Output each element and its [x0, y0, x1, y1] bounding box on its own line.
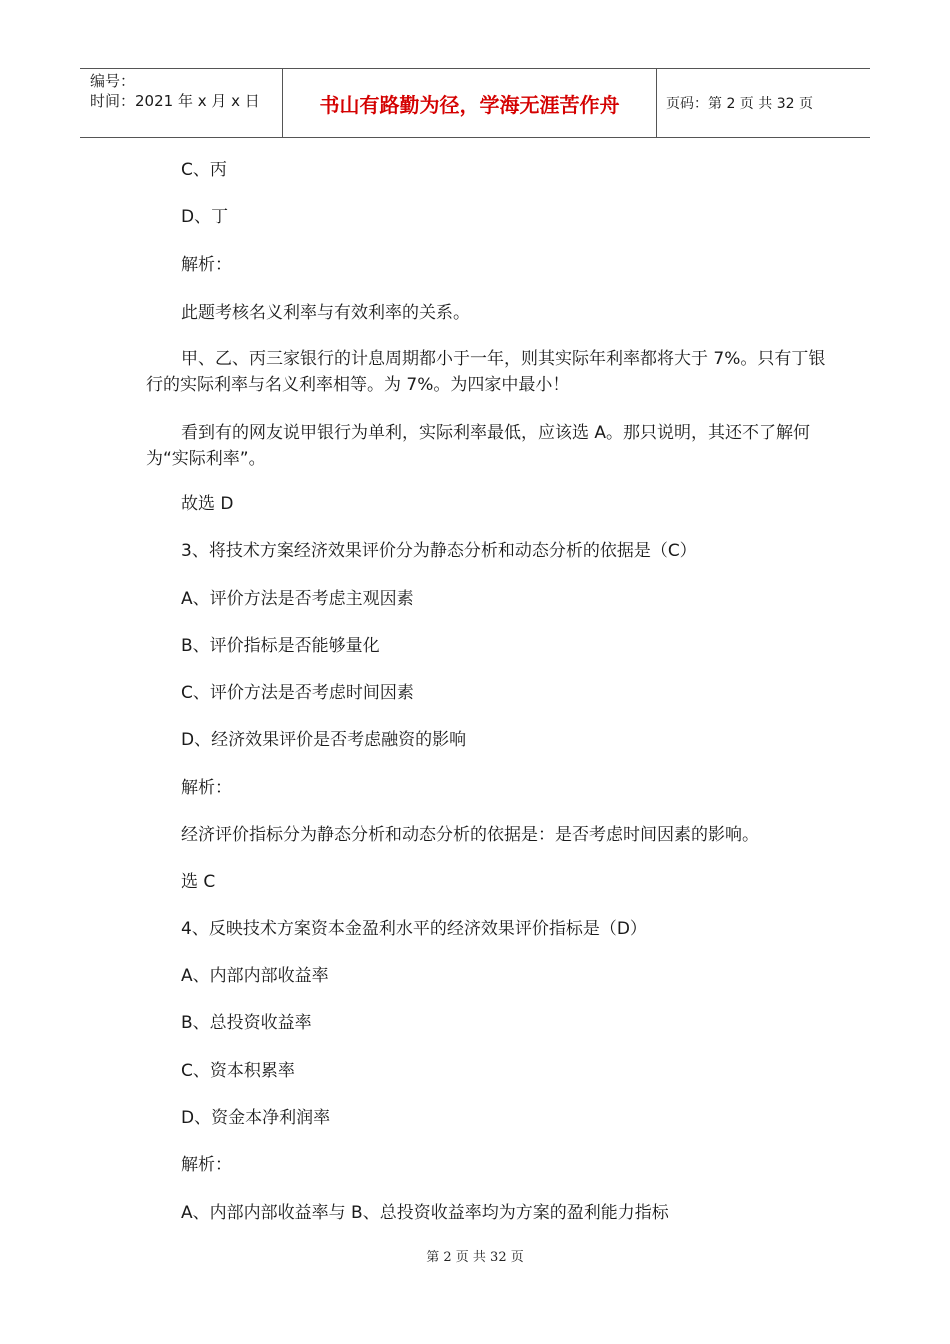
paragraph: 此题考核名义利率与有效利率的关系。: [181, 303, 470, 323]
option-line: B、评价指标是否能够量化: [181, 636, 380, 656]
answer-line: 故选 D: [181, 494, 234, 514]
page-footer: 第 2 页 共 32 页: [426, 1250, 524, 1265]
page-header: [80, 68, 870, 138]
option-line: B、总投资收益率: [181, 1013, 312, 1033]
paragraph: A、内部内部收益率与 B、总投资收益率均为方案的盈利能力指标: [181, 1203, 669, 1223]
option-line: A、评价方法是否考虑主观因素: [181, 589, 414, 609]
date-label: 时间：2021 年 x 月 x 日: [90, 92, 260, 110]
code-label: 编号：: [90, 72, 136, 90]
option-line: C、丙: [181, 160, 227, 180]
option-line: C、资本积累率: [181, 1061, 295, 1081]
answer-line: 选 C: [181, 872, 216, 892]
analysis-heading: 解析：: [181, 778, 232, 798]
header-page-label: 页码：第 2 页 共 32 页: [666, 96, 813, 112]
analysis-heading: 解析：: [181, 1155, 232, 1175]
header-motto: 书山有路勤为径，学海无涯苦作舟: [282, 69, 657, 137]
paragraph: 甲、乙、丙三家银行的计息周期都小于一年，则其实际年利率都将大于 7%。只有丁银行的实际利率与名义利率相等。为 7%。为四家中最小！: [146, 349, 826, 395]
option-line: D、丁: [181, 207, 229, 227]
paragraph: 看到有的网友说甲银行为单利，实际利率最低，应该选 A。那只说明，其还不了解何为“实际利率”。: [146, 423, 811, 469]
option-line: C、评价方法是否考虑时间因素: [181, 683, 414, 703]
option-line: A、内部内部收益率: [181, 966, 329, 986]
paragraph: 经济评价指标分为静态分析和动态分析的依据是：是否考虑时间因素的影响。: [181, 825, 759, 845]
option-line: D、经济效果评价是否考虑融资的影响: [181, 730, 467, 750]
header-meta: [80, 69, 282, 137]
question-line: 4、反映技术方案资本金盈利水平的经济效果评价指标是（D）: [181, 919, 647, 939]
option-line: D、资金本净利润率: [181, 1108, 331, 1128]
analysis-heading: 解析：: [181, 255, 232, 275]
question-line: 3、将技术方案经济效果评价分为静态分析和动态分析的依据是（C）: [181, 541, 697, 561]
